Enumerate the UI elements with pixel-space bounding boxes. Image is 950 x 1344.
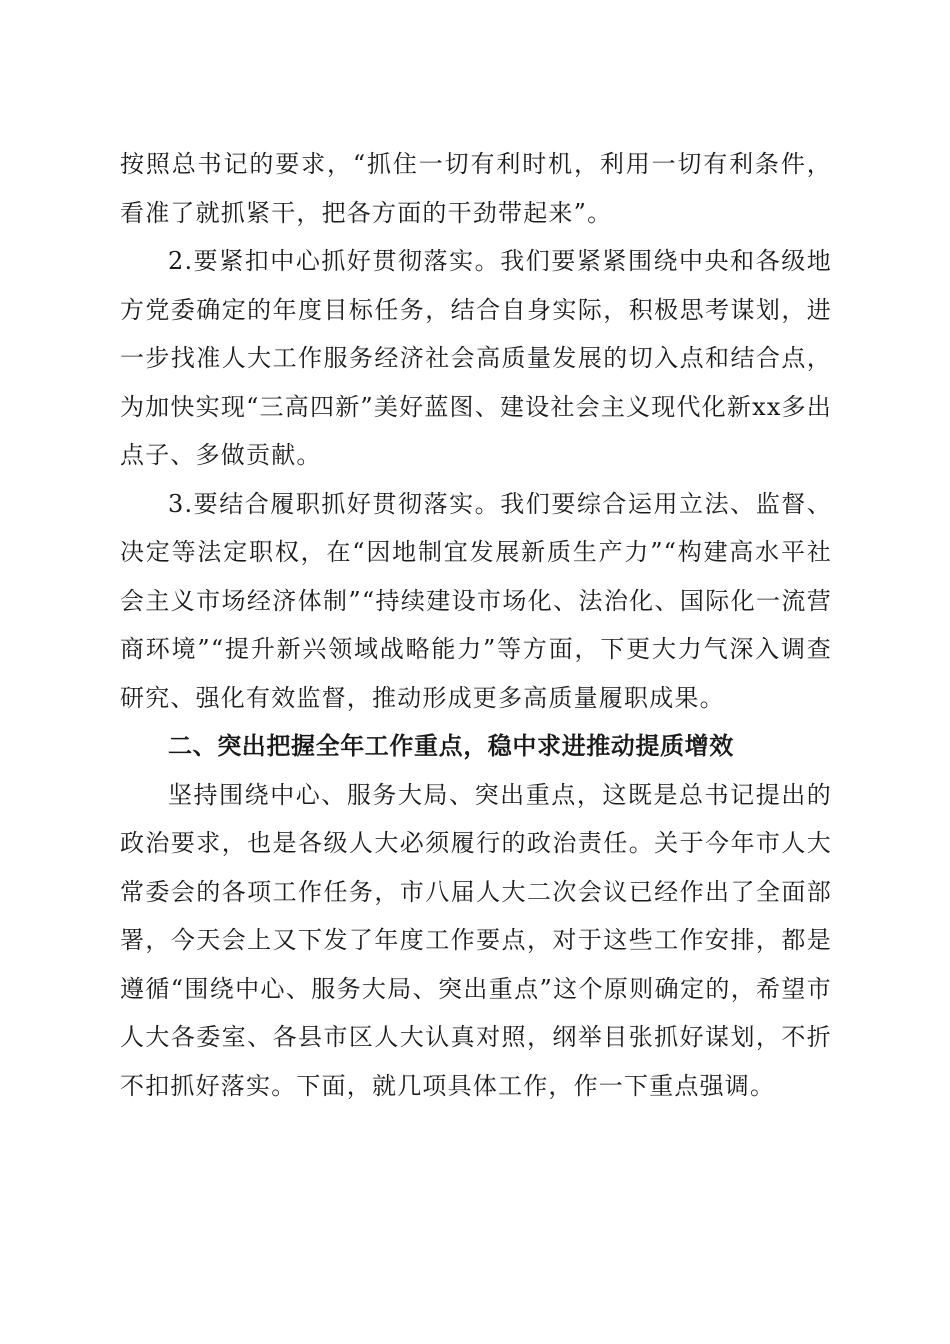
paragraph-item-2: 2.要紧扣中心抓好贯彻落实。我们要紧紧围绕中央和各级地方党委确定的年度目标任务，结合自身实际，积极思考谋划，进一步找准人大工作服务经济社会高质量发展的切入点和结合点，为加快实现“三高四新”美好蓝图、建设社会主义现代化新xx多出点子、多做贡献。 xyxy=(120,247,832,469)
paragraph-item-3: 3.要结合履职抓好贯彻落实。我们要综合运用立法、监督、决定等法定职权，在“因地制宜发展新质生产力”“构建高水平社会主义市场经济体制”“持续建设市场化、法治化、国际化一流营商环境”“提升新兴领域战略能力”等方面，下更大力气深入调查研究、强化有效监督，推动形成更多高质量履职成果。 xyxy=(120,489,832,712)
document-body xyxy=(120,140,832,1110)
section-heading: 二、突出把握全年工作重点，稳中求进推动提质增效 xyxy=(168,732,734,760)
paragraph-continued: 按照总书记的要求，“抓住一切有利时机，利用一切有利条件，看准了就抓紧干，把各方面的干劲带起来”。 xyxy=(120,150,832,227)
section-paragraph: 坚持围绕中心、服务大局、突出重点，这既是总书记提出的政治要求，也是各级人大必须履行的政治责任。关于今年市人大常委会的各项工作任务，市八届人大二次会议已经作出了全面部署，今天会上又下发了年度工作要点，对于这些工作安排，都是遵循“围绕中心、服务大局、突出重点”这个原则确定的，希望市人大各委室、各县市区人大认真对照，纲举目张抓好谋划，不折不扣抓好落实。下面，就几项具体工作，作一下重点强调。 xyxy=(120,780,832,1100)
